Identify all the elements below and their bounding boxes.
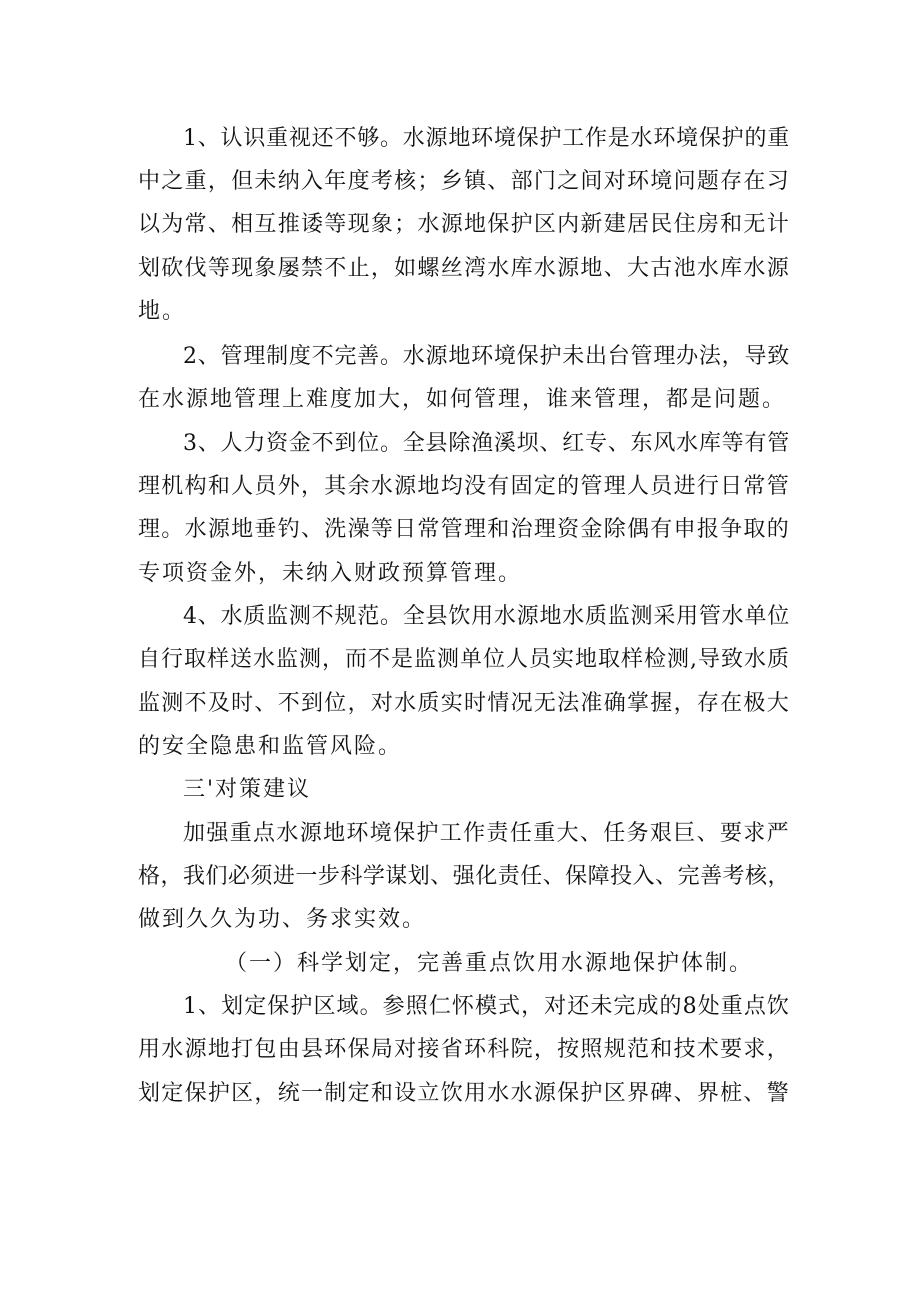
- paragraph-5-line-3: 划定保护区，统一制定和设立饮用水水源保护区界碑、界桩、警: [138, 1081, 791, 1106]
- paragraph-4-line-2: 自行取样送水监测，而不是监测单位人员实地取样检测,导致水质: [138, 647, 790, 672]
- paragraph-3-line-2: 理机构和人员外，其余水源地均没有固定的管理人员进行日常管: [138, 474, 791, 499]
- paragraph-3-line-1: 3、人力资金不到位。全县除渔溪坝、红专、东风水库等有管: [183, 431, 790, 456]
- subsection-heading: （一）科学划定，完善重点饮用水源地保护体制。: [225, 951, 754, 976]
- paragraph-2-line-1: 2、管理制度不完善。水源地环境保护未出台管理办法，导致: [183, 344, 790, 369]
- paragraph-4-line-1: 4、水质监测不规范。全县饮用水源地水质监测采用管水单位: [183, 604, 790, 629]
- paragraph-4-line-4: 的安全隐患和监管风险。: [138, 734, 403, 759]
- paragraph-1-line-5: 地。: [138, 299, 187, 324]
- paragraph-1-line-3: 以为常、相互推诿等现象；水源地保护区内新建居民住房和无计: [138, 212, 791, 237]
- paragraph-1-line-2: 中之重，但未纳入年度考核；乡镇、部门之间对环境问题存在习: [138, 169, 791, 194]
- paragraph-1-line-1: 1、认识重视还不够。水源地环境保护工作是水环境保护的重: [183, 126, 790, 151]
- paragraph-5-line-1: 1、划定保护区域。参照仁怀模式，对还未完成的8处重点饮: [183, 994, 790, 1019]
- intro-paragraph-line-2: 格，我们必须进一步科学谋划、强化责任、保障投入、完善考核，: [138, 864, 791, 889]
- paragraph-2-line-2: 在水源地管理上难度加大，如何管理，谁来管理，都是问题。: [138, 387, 787, 412]
- section-heading: 三'对策建议: [183, 777, 312, 802]
- intro-paragraph-line-3: 做到久久为功、务求实效。: [138, 907, 427, 932]
- paragraph-3-line-3: 理。水源地垂钓、洗澡等日常管理和治理资金除偶有申报争取的: [138, 517, 791, 542]
- intro-paragraph-line-1: 加强重点水源地环境保护工作责任重大、任务艰巨、要求严: [183, 821, 791, 846]
- paragraph-4-line-3: 监测不及时、不到位，对水质实时情况无法准确掌握，存在极大: [138, 691, 791, 716]
- paragraph-5-line-2: 用水源地打包由县环保局对接省环科院，按照规范和技术要求，: [138, 1037, 791, 1062]
- paragraph-3-line-4: 专项资金外，未纳入财政预算管理。: [138, 561, 523, 586]
- paragraph-1-line-4: 划砍伐等现象屡禁不止，如螺丝湾水库水源地、大古池水库水源: [138, 256, 791, 281]
